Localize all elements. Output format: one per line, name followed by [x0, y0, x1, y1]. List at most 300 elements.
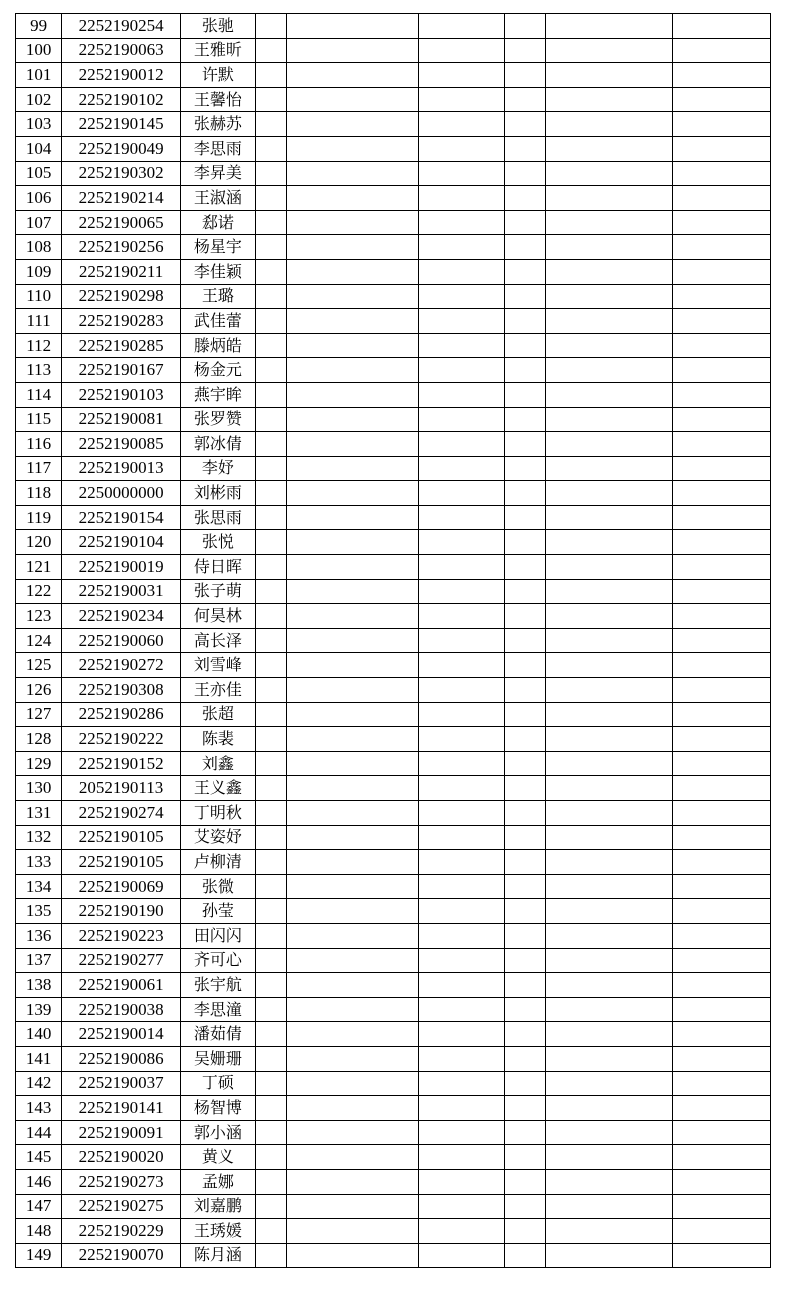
empty-cell [673, 1071, 771, 1096]
table-row [16, 333, 771, 358]
empty-cell [418, 825, 505, 850]
empty-cell [418, 432, 505, 457]
table-row [16, 284, 771, 309]
student-name-cell: 李妤 [180, 456, 255, 481]
empty-cell [546, 555, 673, 580]
empty-cell [505, 751, 546, 776]
row-number-cell: 144 [16, 1120, 62, 1145]
empty-cell [418, 505, 505, 530]
empty-cell [286, 210, 418, 235]
empty-cell [546, 358, 673, 383]
empty-cell [255, 284, 286, 309]
empty-cell [546, 727, 673, 752]
student-id-cell: 2252190277 [62, 948, 180, 973]
empty-cell [418, 14, 505, 39]
empty-cell [505, 1071, 546, 1096]
row-number-cell: 116 [16, 432, 62, 457]
empty-cell [255, 776, 286, 801]
empty-cell [505, 358, 546, 383]
empty-cell [255, 1194, 286, 1219]
empty-cell [286, 1022, 418, 1047]
row-number-cell: 112 [16, 333, 62, 358]
empty-cell [546, 505, 673, 530]
student-id-cell: 2252190154 [62, 505, 180, 530]
student-name-cell: 陈裴 [180, 727, 255, 752]
empty-cell [505, 1169, 546, 1194]
empty-cell [255, 505, 286, 530]
empty-cell [418, 727, 505, 752]
empty-cell [673, 432, 771, 457]
student-name-cell: 滕炳皓 [180, 333, 255, 358]
empty-cell [255, 1219, 286, 1244]
student-id-cell: 2252190274 [62, 801, 180, 826]
student-name-cell: 李思雨 [180, 136, 255, 161]
empty-cell [418, 1046, 505, 1071]
empty-cell [255, 186, 286, 211]
empty-cell [546, 259, 673, 284]
student-name-cell: 王馨怡 [180, 87, 255, 112]
empty-cell [673, 751, 771, 776]
empty-cell [418, 309, 505, 334]
empty-cell [255, 1096, 286, 1121]
empty-cell [673, 210, 771, 235]
empty-cell [255, 899, 286, 924]
student-name-cell: 刘彬雨 [180, 481, 255, 506]
empty-cell [505, 1120, 546, 1145]
empty-cell [418, 776, 505, 801]
empty-cell [255, 1071, 286, 1096]
empty-cell [286, 186, 418, 211]
student-name-cell: 王琇媛 [180, 1219, 255, 1244]
table-row [16, 653, 771, 678]
empty-cell [673, 505, 771, 530]
row-number-cell: 111 [16, 309, 62, 334]
empty-cell [505, 407, 546, 432]
empty-cell [505, 653, 546, 678]
empty-cell [546, 1022, 673, 1047]
empty-cell [286, 1071, 418, 1096]
empty-cell [286, 432, 418, 457]
empty-cell [255, 825, 286, 850]
empty-cell [286, 579, 418, 604]
student-id-cell: 2252190070 [62, 1243, 180, 1268]
empty-cell [673, 948, 771, 973]
empty-cell [546, 973, 673, 998]
student-id-cell: 2252190298 [62, 284, 180, 309]
empty-cell [505, 579, 546, 604]
empty-cell [286, 382, 418, 407]
empty-cell [286, 973, 418, 998]
empty-cell [286, 259, 418, 284]
table-row [16, 112, 771, 137]
student-name-cell: 燕宇眸 [180, 382, 255, 407]
empty-cell [673, 136, 771, 161]
student-id-cell: 2252190105 [62, 825, 180, 850]
empty-cell [418, 1243, 505, 1268]
empty-cell [255, 87, 286, 112]
empty-cell [286, 63, 418, 88]
empty-cell [418, 555, 505, 580]
empty-cell [505, 973, 546, 998]
empty-cell [255, 530, 286, 555]
empty-cell [418, 628, 505, 653]
empty-cell [546, 702, 673, 727]
empty-cell [286, 1194, 418, 1219]
row-number-cell: 119 [16, 505, 62, 530]
empty-cell [418, 948, 505, 973]
empty-cell [505, 1096, 546, 1121]
student-name-cell: 张子萌 [180, 579, 255, 604]
empty-cell [505, 333, 546, 358]
empty-cell [505, 235, 546, 260]
empty-cell [673, 1120, 771, 1145]
student-name-cell: 李佳颖 [180, 259, 255, 284]
empty-cell [418, 751, 505, 776]
empty-cell [673, 530, 771, 555]
empty-cell [673, 702, 771, 727]
student-id-cell: 2252190085 [62, 432, 180, 457]
empty-cell [255, 1120, 286, 1145]
table-row [16, 87, 771, 112]
table-row [16, 1096, 771, 1121]
empty-cell [505, 1145, 546, 1170]
student-name-cell: 陈月涵 [180, 1243, 255, 1268]
empty-cell [286, 309, 418, 334]
empty-cell [673, 333, 771, 358]
student-name-cell: 王璐 [180, 284, 255, 309]
empty-cell [286, 38, 418, 63]
empty-cell [255, 63, 286, 88]
empty-cell [255, 1022, 286, 1047]
row-number-cell: 124 [16, 628, 62, 653]
empty-cell [286, 284, 418, 309]
student-name-cell: 吴姗珊 [180, 1046, 255, 1071]
empty-cell [673, 186, 771, 211]
empty-cell [673, 997, 771, 1022]
student-name-cell: 丁明秋 [180, 801, 255, 826]
row-number-cell: 104 [16, 136, 62, 161]
row-number-cell: 127 [16, 702, 62, 727]
empty-cell [255, 382, 286, 407]
student-name-cell: 齐可心 [180, 948, 255, 973]
empty-cell [673, 63, 771, 88]
table-row [16, 38, 771, 63]
table-row [16, 850, 771, 875]
row-number-cell: 108 [16, 235, 62, 260]
empty-cell [546, 948, 673, 973]
empty-cell [505, 1046, 546, 1071]
empty-cell [505, 948, 546, 973]
row-number-cell: 143 [16, 1096, 62, 1121]
empty-cell [418, 87, 505, 112]
student-id-cell: 2252190275 [62, 1194, 180, 1219]
empty-cell [418, 997, 505, 1022]
empty-cell [418, 358, 505, 383]
empty-cell [286, 87, 418, 112]
empty-cell [505, 210, 546, 235]
student-name-cell: 孟娜 [180, 1169, 255, 1194]
empty-cell [673, 579, 771, 604]
student-id-cell: 2252190167 [62, 358, 180, 383]
empty-cell [505, 382, 546, 407]
empty-cell [286, 530, 418, 555]
empty-cell [505, 14, 546, 39]
table-row [16, 1194, 771, 1219]
empty-cell [418, 38, 505, 63]
table-row [16, 628, 771, 653]
empty-cell [418, 1219, 505, 1244]
student-id-cell: 2252190302 [62, 161, 180, 186]
student-name-cell: 杨智博 [180, 1096, 255, 1121]
empty-cell [546, 210, 673, 235]
empty-cell [505, 776, 546, 801]
row-number-cell: 132 [16, 825, 62, 850]
empty-cell [255, 210, 286, 235]
empty-cell [546, 284, 673, 309]
empty-cell [286, 136, 418, 161]
empty-cell [546, 825, 673, 850]
empty-cell [418, 259, 505, 284]
empty-cell [255, 727, 286, 752]
row-number-cell: 129 [16, 751, 62, 776]
empty-cell [255, 751, 286, 776]
empty-cell [505, 284, 546, 309]
empty-cell [255, 432, 286, 457]
table-row [16, 161, 771, 186]
student-id-cell: 2252190273 [62, 1169, 180, 1194]
empty-cell [418, 407, 505, 432]
empty-cell [418, 382, 505, 407]
empty-cell [546, 87, 673, 112]
student-name-cell: 丁硕 [180, 1071, 255, 1096]
row-number-cell: 149 [16, 1243, 62, 1268]
student-id-cell: 2252190038 [62, 997, 180, 1022]
row-number-cell: 134 [16, 874, 62, 899]
empty-cell [505, 678, 546, 703]
student-id-cell: 2252190037 [62, 1071, 180, 1096]
table-row [16, 1219, 771, 1244]
empty-cell [418, 136, 505, 161]
empty-cell [418, 235, 505, 260]
row-number-cell: 118 [16, 481, 62, 506]
empty-cell [418, 850, 505, 875]
empty-cell [255, 161, 286, 186]
row-number-cell: 115 [16, 407, 62, 432]
empty-cell [286, 555, 418, 580]
row-number-cell: 103 [16, 112, 62, 137]
empty-cell [505, 481, 546, 506]
table-row [16, 309, 771, 334]
empty-cell [505, 555, 546, 580]
student-id-cell: 2252190211 [62, 259, 180, 284]
empty-cell [505, 530, 546, 555]
empty-cell [505, 1243, 546, 1268]
student-id-cell: 2252190061 [62, 973, 180, 998]
empty-cell [673, 407, 771, 432]
empty-cell [255, 1145, 286, 1170]
student-name-cell: 郭小涵 [180, 1120, 255, 1145]
empty-cell [418, 1096, 505, 1121]
empty-cell [546, 604, 673, 629]
row-number-cell: 131 [16, 801, 62, 826]
empty-cell [546, 1071, 673, 1096]
empty-cell [673, 825, 771, 850]
table-row [16, 727, 771, 752]
empty-cell [286, 1096, 418, 1121]
empty-cell [673, 1169, 771, 1194]
empty-cell [505, 161, 546, 186]
empty-cell [418, 702, 505, 727]
table-row [16, 505, 771, 530]
row-number-cell: 140 [16, 1022, 62, 1047]
student-name-cell: 武佳蕾 [180, 309, 255, 334]
empty-cell [418, 604, 505, 629]
empty-cell [505, 1219, 546, 1244]
student-id-cell: 2252190229 [62, 1219, 180, 1244]
empty-cell [673, 1046, 771, 1071]
empty-cell [255, 1046, 286, 1071]
empty-cell [505, 136, 546, 161]
empty-cell [418, 530, 505, 555]
empty-cell [546, 850, 673, 875]
empty-cell [418, 1169, 505, 1194]
empty-cell [546, 407, 673, 432]
student-name-cell: 潘茹倩 [180, 1022, 255, 1047]
table-row [16, 1243, 771, 1268]
table-row [16, 874, 771, 899]
student-id-cell: 2252190214 [62, 186, 180, 211]
empty-cell [418, 678, 505, 703]
empty-cell [673, 38, 771, 63]
empty-cell [286, 407, 418, 432]
student-name-cell: 张微 [180, 874, 255, 899]
empty-cell [505, 801, 546, 826]
empty-cell [673, 358, 771, 383]
empty-cell [546, 653, 673, 678]
empty-cell [255, 333, 286, 358]
empty-cell [418, 1120, 505, 1145]
empty-cell [673, 973, 771, 998]
empty-cell [673, 14, 771, 39]
empty-cell [286, 1120, 418, 1145]
row-number-cell: 107 [16, 210, 62, 235]
student-name-cell: 郭冰倩 [180, 432, 255, 457]
student-id-cell: 2252190254 [62, 14, 180, 39]
empty-cell [505, 456, 546, 481]
empty-cell [673, 776, 771, 801]
student-id-cell: 2252190031 [62, 579, 180, 604]
student-name-cell: 张超 [180, 702, 255, 727]
row-number-cell: 133 [16, 850, 62, 875]
table-row [16, 555, 771, 580]
row-number-cell: 148 [16, 1219, 62, 1244]
student-id-cell: 2250000000 [62, 481, 180, 506]
row-number-cell: 145 [16, 1145, 62, 1170]
empty-cell [255, 358, 286, 383]
empty-cell [673, 628, 771, 653]
empty-cell [418, 899, 505, 924]
empty-cell [505, 112, 546, 137]
empty-cell [673, 678, 771, 703]
empty-cell [418, 801, 505, 826]
row-number-cell: 139 [16, 997, 62, 1022]
empty-cell [418, 1022, 505, 1047]
student-id-cell: 2252190286 [62, 702, 180, 727]
student-id-cell: 2252190222 [62, 727, 180, 752]
student-name-cell: 田闪闪 [180, 923, 255, 948]
table-row [16, 604, 771, 629]
empty-cell [255, 678, 286, 703]
empty-cell [286, 751, 418, 776]
table-row [16, 1022, 771, 1047]
empty-cell [673, 1194, 771, 1219]
empty-cell [255, 1169, 286, 1194]
student-id-cell: 2252190256 [62, 235, 180, 260]
empty-cell [286, 727, 418, 752]
empty-cell [673, 850, 771, 875]
table-row [16, 678, 771, 703]
empty-cell [673, 235, 771, 260]
empty-cell [505, 63, 546, 88]
empty-cell [546, 1194, 673, 1219]
empty-cell [255, 579, 286, 604]
table-row [16, 1145, 771, 1170]
row-number-cell: 135 [16, 899, 62, 924]
empty-cell [505, 1022, 546, 1047]
empty-cell [286, 948, 418, 973]
row-number-cell: 106 [16, 186, 62, 211]
table-row [16, 210, 771, 235]
empty-cell [673, 653, 771, 678]
student-id-cell: 2252190013 [62, 456, 180, 481]
empty-cell [255, 259, 286, 284]
empty-cell [505, 259, 546, 284]
table-row [16, 259, 771, 284]
empty-cell [546, 923, 673, 948]
empty-cell [286, 702, 418, 727]
student-name-cell: 王亦佳 [180, 678, 255, 703]
empty-cell [418, 333, 505, 358]
row-number-cell: 102 [16, 87, 62, 112]
student-name-cell: 刘鑫 [180, 751, 255, 776]
empty-cell [546, 1096, 673, 1121]
student-id-cell: 2252190069 [62, 874, 180, 899]
empty-cell [286, 505, 418, 530]
empty-cell [255, 653, 286, 678]
table-row [16, 432, 771, 457]
empty-cell [255, 309, 286, 334]
table-row [16, 1046, 771, 1071]
empty-cell [286, 678, 418, 703]
empty-cell [505, 309, 546, 334]
empty-cell [418, 63, 505, 88]
empty-cell [418, 161, 505, 186]
row-number-cell: 126 [16, 678, 62, 703]
table-row [16, 1169, 771, 1194]
empty-cell [673, 923, 771, 948]
empty-cell [286, 874, 418, 899]
table-row [16, 1071, 771, 1096]
empty-cell [546, 333, 673, 358]
row-number-cell: 128 [16, 727, 62, 752]
row-number-cell: 100 [16, 38, 62, 63]
student-name-cell: 张思雨 [180, 505, 255, 530]
empty-cell [255, 948, 286, 973]
table-row [16, 456, 771, 481]
student-id-cell: 2252190272 [62, 653, 180, 678]
student-name-cell: 高长泽 [180, 628, 255, 653]
empty-cell [546, 63, 673, 88]
